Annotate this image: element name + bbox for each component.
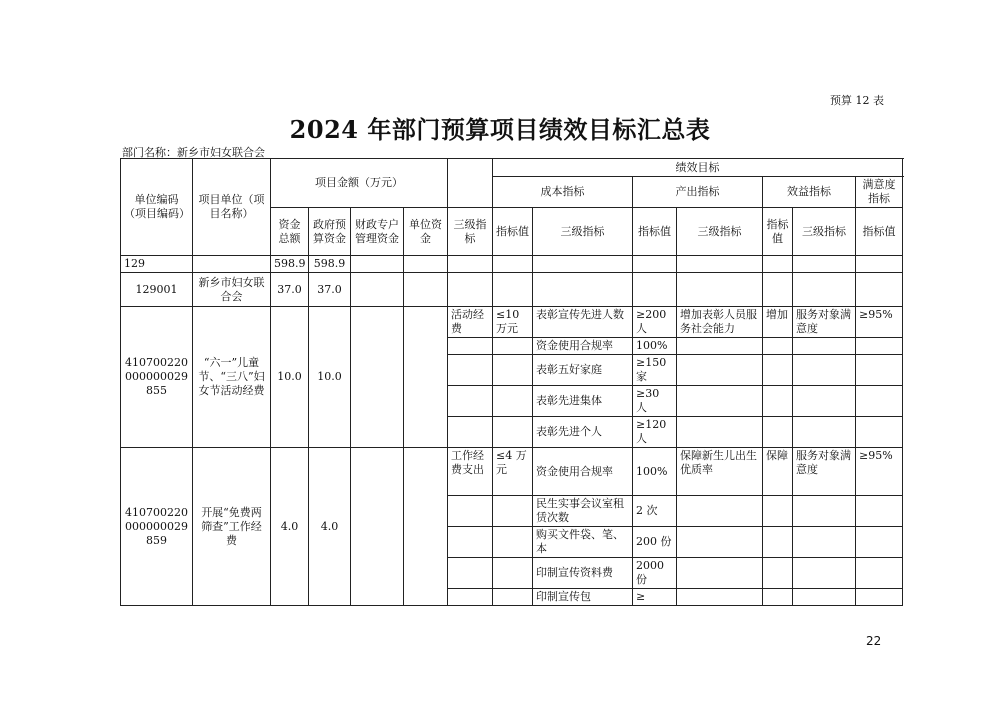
project2-cell [856, 527, 903, 558]
header-benefit-value: 指标值 [763, 208, 793, 256]
project2-output-value: 100% [633, 448, 677, 496]
project1-benefit-value: 增加 [763, 307, 793, 338]
project1-cell [493, 417, 533, 448]
project2-output-indicator: 印制宣传资料费 [533, 558, 633, 589]
unit-cell [677, 273, 763, 307]
project1-output-indicator: 表彰宣传先进人数 [533, 307, 633, 338]
project2-output-indicator: 资金使用合规率 [533, 448, 633, 496]
project2-cost-indicator: 工作经费支出 [448, 448, 493, 496]
project1-cell [493, 355, 533, 386]
project2-benefit-value: 保障 [763, 448, 793, 496]
project2-cell [793, 558, 856, 589]
summary-cell [793, 256, 856, 273]
project2-cell [793, 589, 856, 606]
project1-cell [493, 386, 533, 417]
project1-cell [677, 386, 763, 417]
project1-cell [677, 338, 763, 355]
project2-output-value: ≥ [633, 589, 677, 606]
header-blank [448, 159, 493, 208]
project2-cell [856, 496, 903, 527]
project1-output-value: ≥120 人 [633, 417, 677, 448]
department-name: 部门名称：新乡市妇女联合会 [122, 146, 265, 159]
project1-satisfaction-indicator: 服务对象满意度 [793, 307, 856, 338]
project2-output-indicator: 购买文件袋、笔、本 [533, 527, 633, 558]
project1-cell [763, 338, 793, 355]
project1-cell [677, 355, 763, 386]
project2-cell [793, 496, 856, 527]
header-special: 财政专户管理资金 [351, 208, 404, 256]
project1-cell [448, 386, 493, 417]
summary-cell [763, 256, 793, 273]
project2-gov: 4.0 [309, 448, 351, 606]
project1-benefit-indicator: 增加表彰人员服务社会能力 [677, 307, 763, 338]
project2-cell [856, 558, 903, 589]
project1-cell [793, 386, 856, 417]
unit-cell [533, 273, 633, 307]
project1-cell [856, 338, 903, 355]
header-benefit-level3: 三级指标 [677, 208, 763, 256]
header-cost: 成本指标 [493, 177, 633, 208]
project1-name: “六一”儿童节、“三八”妇女节活动经费 [193, 307, 271, 448]
header-cost-value: 指标值 [493, 208, 533, 256]
project2-cell [763, 558, 793, 589]
unit-code: 129001 [121, 273, 193, 307]
project2-cell [763, 527, 793, 558]
header-unit-name: 项目单位（项目名称） [193, 159, 271, 256]
project1-cost-value: ≤10 万元 [493, 307, 533, 338]
summary-cell [677, 256, 763, 273]
project1-gov: 10.0 [309, 307, 351, 448]
project2-cell [677, 558, 763, 589]
project2-cell [493, 496, 533, 527]
summary-code: 129 [121, 256, 193, 273]
project1-output-value: 100% [633, 338, 677, 355]
unit-cell [856, 273, 903, 307]
page-title: 2024 年部门预算项目绩效目标汇总表 [289, 115, 711, 144]
project1-satisfaction-value: ≥95% [856, 307, 903, 338]
project1-row-1 [121, 307, 903, 338]
project1-cell [793, 338, 856, 355]
summary-name [193, 256, 271, 273]
project1-cell [763, 355, 793, 386]
project1-cell [793, 355, 856, 386]
header-output: 产出指标 [633, 177, 763, 208]
project2-benefit-indicator: 保障新生儿出生优质率 [677, 448, 763, 496]
header-output-level3: 三级指标 [533, 208, 633, 256]
project2-cell [448, 527, 493, 558]
summary-cell [351, 256, 404, 273]
form-number-label: 预算 12 表 [830, 94, 884, 107]
project2-output-value: 2000 份 [633, 558, 677, 589]
project2-code: 410700220000000029859 [121, 448, 193, 606]
unit-gov: 37.0 [309, 273, 351, 307]
project2-satisfaction-value: ≥95% [856, 448, 903, 496]
project2-cell [677, 589, 763, 606]
unit-total: 37.0 [271, 273, 309, 307]
project2-output-value: 2 次 [633, 496, 677, 527]
unit-cell [493, 273, 533, 307]
header-output-value: 指标值 [633, 208, 677, 256]
project1-cell [448, 338, 493, 355]
project2-cell [448, 496, 493, 527]
header-performance-group: 绩效目标 [493, 159, 903, 177]
unit-cell [633, 273, 677, 307]
performance-target-table [120, 158, 903, 606]
project2-cell [793, 527, 856, 558]
project2-special [351, 448, 404, 606]
project2-cost-value: ≤4 万元 [493, 448, 533, 496]
project1-unit-funds [404, 307, 448, 448]
header-amount-group: 项目金额（万元） [271, 159, 448, 208]
project2-cell [448, 589, 493, 606]
summary-cell [448, 256, 493, 273]
unit-cell [793, 273, 856, 307]
project1-cell [677, 417, 763, 448]
project1-cell [763, 386, 793, 417]
summary-cell [633, 256, 677, 273]
header-total: 资金总额 [271, 208, 309, 256]
project1-special [351, 307, 404, 448]
summary-total: 598.9 [271, 256, 309, 273]
summary-cell [493, 256, 533, 273]
project2-cell [493, 527, 533, 558]
project1-output-indicator: 表彰先进集体 [533, 386, 633, 417]
project2-total: 4.0 [271, 448, 309, 606]
unit-name: 新乡市妇女联合会 [193, 273, 271, 307]
header-cost-level3: 三级指标 [448, 208, 493, 256]
header-unit-funds: 单位资金 [404, 208, 448, 256]
summary-cell [533, 256, 633, 273]
page-number: 22 [866, 634, 882, 648]
project2-name: 开展“免费两筛查”工作经费 [193, 448, 271, 606]
project1-cell [493, 338, 533, 355]
project2-cell [677, 496, 763, 527]
project1-output-value: ≥200 人 [633, 307, 677, 338]
project2-output-value: 200 份 [633, 527, 677, 558]
project2-unit-funds [404, 448, 448, 606]
header-benefit: 效益指标 [763, 177, 856, 208]
header-gov: 政府预算资金 [309, 208, 351, 256]
summary-cell [856, 256, 903, 273]
project1-cell [763, 417, 793, 448]
project2-cell [493, 589, 533, 606]
unit-cell [351, 273, 404, 307]
project2-cell [448, 558, 493, 589]
project2-cell [493, 558, 533, 589]
summary-gov: 598.9 [309, 256, 351, 273]
unit-cell [448, 273, 493, 307]
header-satisfaction-value: 指标值 [856, 208, 903, 256]
project2-cell [763, 589, 793, 606]
unit-cell [404, 273, 448, 307]
summary-cell [404, 256, 448, 273]
project1-cell [856, 355, 903, 386]
header-row-1 [121, 159, 903, 177]
project2-output-indicator: 民生实事会议室租赁次数 [533, 496, 633, 527]
project2-row-1 [121, 448, 903, 496]
unit-row [121, 273, 903, 307]
project1-output-indicator: 表彰先进个人 [533, 417, 633, 448]
project1-cell [448, 355, 493, 386]
project2-satisfaction-indicator: 服务对象满意度 [793, 448, 856, 496]
project1-output-value: ≥150 家 [633, 355, 677, 386]
summary-row [121, 256, 903, 273]
project1-cell [448, 417, 493, 448]
project1-cell [856, 386, 903, 417]
project1-cost-indicator: 活动经费 [448, 307, 493, 338]
project2-output-indicator: 印制宣传包 [533, 589, 633, 606]
project2-cell [677, 527, 763, 558]
project1-cell [856, 417, 903, 448]
project1-output-value: ≥30 人 [633, 386, 677, 417]
project1-total: 10.0 [271, 307, 309, 448]
header-satisfaction-level3: 三级指标 [793, 208, 856, 256]
unit-cell [763, 273, 793, 307]
project1-cell [793, 417, 856, 448]
project1-code: 410700220000000029855 [121, 307, 193, 448]
header-unit-code: 单位编码（项目编码） [121, 159, 193, 256]
project2-cell [763, 496, 793, 527]
header-satisfaction: 满意度指标 [856, 177, 903, 208]
project1-output-indicator: 表彰五好家庭 [533, 355, 633, 386]
project1-output-indicator: 资金使用合规率 [533, 338, 633, 355]
project2-cell [856, 589, 903, 606]
